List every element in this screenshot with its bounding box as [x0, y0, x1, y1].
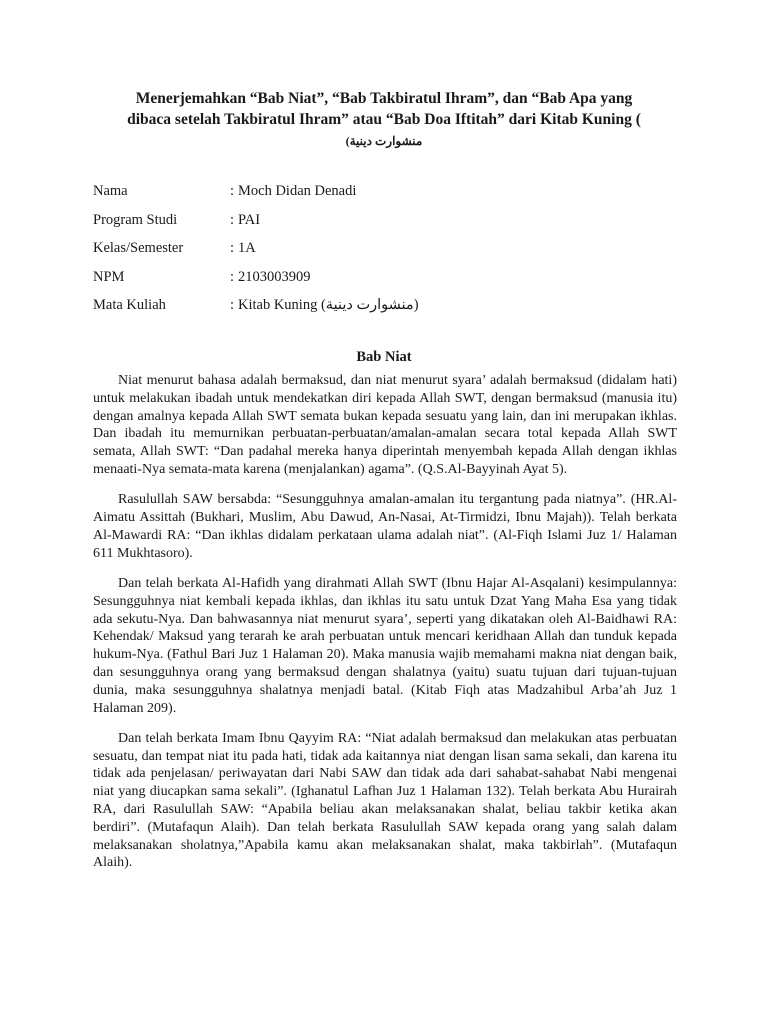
identity-row-program-studi [93, 209, 653, 238]
identity-value: Moch Didan Denadi [238, 183, 357, 199]
identity-label: Program Studi [93, 211, 178, 228]
identity-separator: : [230, 183, 235, 199]
section-body [93, 372, 677, 885]
identity-value: 1A [238, 240, 256, 256]
identity-label: Kelas/Semester [93, 240, 184, 256]
identity-block [93, 180, 653, 323]
identity-label: Mata Kuliah [93, 297, 166, 313]
title-line-1: Menerjemahkan “Bab Niat”, “Bab Takbiratul Ihram”, dan “Bab Apa yang [135, 90, 633, 107]
paragraph: Dan telah berkata Imam Ibnu Qayyim RA: “Niat adalah bermaksud dan melakukan atas perbuatan sesuatu, dan tempat niat itu pada hati, tidak ada kaitannya niat dengan lisan sama sekali, dan karena itu tidak ada penjelasan/ periwayatan dari Nabi SAW dan tidak ada dari sahabat-sahabat Nabi mengenai niat yang diucapkan sama sekali”. (Ighanatul Lafhan Juz 1 Halaman 132). Telah berkata Abu Hurairah RA, dari Rasulullah SAW: “Apabila beliau akan melaksanakan shalat, beliau takbir ketika akan berdiri”. (Mutafaqun Alaih). Dan telah berkata Rasulullah SAW kepada orang yang salah dalam melaksanakan sholatnya,”Apabila kamu akan melaksanakan shalat, maka takbirlah”. (Mutafaqun Alaih). [93, 730, 677, 871]
identity-row-mata-kuliah [93, 294, 653, 323]
paragraph: Dan telah berkata Al-Hafidh yang dirahmati Allah SWT (Ibnu Hajar Al-Asqalani) kesimpulannya: Sesungguhnya niat kembali kepada ikhlas, dan ikhlas itu satu untuk Dzat Yang Maha Esa yang tidak ada sekutu-Nya. Dan bahwasannya niat menurut syara’, seperti yang dikatakan oleh Al-Baidhawi RA: Kehendak/ Maksud yang terarah ke arah perbuatan untuk mencari keridhaan Allah dan tunduk kepada hukum-Nya. (Fathul Bari Juz 1 Halaman 20). Maka manusia wajib memahami makna niat dengan baik, dan sesungguhnya orang yang bermaksud dengan shalatnya (yaitu) suatu tujuan dari tujuan-tujuan dunia, maka sesungguhnya shalatnya menjadi batal. (Kitab Fiqh atas Madzahibul Arba’ah Juz 1 Halaman 209). [93, 575, 677, 716]
identity-value: PAI [238, 211, 261, 228]
identity-separator: : [230, 297, 235, 313]
identity-label: Nama [93, 183, 128, 199]
identity-label: NPM [93, 268, 125, 285]
identity-row-nama [93, 180, 653, 209]
identity-separator: : [230, 268, 235, 285]
title-line-2-text: dibaca setelah Takbiratul Ihram” atau “Bab Doa Iftitah” dari Kitab Kuning ( [127, 111, 641, 128]
identity-value: Kitab Kuning (منشوارت دينية) [238, 297, 419, 313]
paragraph: Rasulullah SAW bersabda: “Sesungguhnya amalan-amalan itu tergantung pada niatnya”. (HR.Al-Aimatu Assittah (Bukhari, Muslim, Abu Dawud, An-Nasai, At-Tirmidzi, Ibnu Majah)). Telah berkata Al-Mawardi RA: “Dan ikhlas didalam perkataan ulama adalah niat”. (Al-Fiqh Islami Juz 1/ Halaman 611 Mukhtasoro). [93, 492, 677, 561]
identity-row-npm [93, 266, 653, 295]
title-line-3: منشوارت دينية) [345, 134, 423, 148]
document-title [92, 88, 676, 152]
identity-value: 2103003909 [238, 268, 311, 285]
identity-separator: : [230, 211, 235, 228]
title-line-2 [92, 109, 676, 130]
identity-separator: : [230, 240, 235, 256]
section-heading: Bab Niat [356, 349, 412, 365]
paragraph: Niat menurut bahasa adalah bermaksud, dan niat menurut syara’ adalah bermaksud (didalam hati) untuk melakukan ibadah untuk mendekatkan diri kepada Allah SWT, dengan bermaksud (manusia itu) dengan amalnya kepada Allah SWT semata bukan kepada sesuatu yang lain, dan ini merupakan ikhlas. Dan ibadah itu memurnikan perbuatan-perbuatan/amalan-amalan secara total kepada Allah SWT semata, Allah SWT: “Dan padahal mereka hanya diperintah menyembah kepada Allah dengan ikhlas menaati-Nya semata-mata karena (menjalankan) agama”. (Q.S.Al-Bayyinah Ayat 5). [93, 373, 677, 477]
identity-row-kelas-semester [93, 237, 653, 266]
